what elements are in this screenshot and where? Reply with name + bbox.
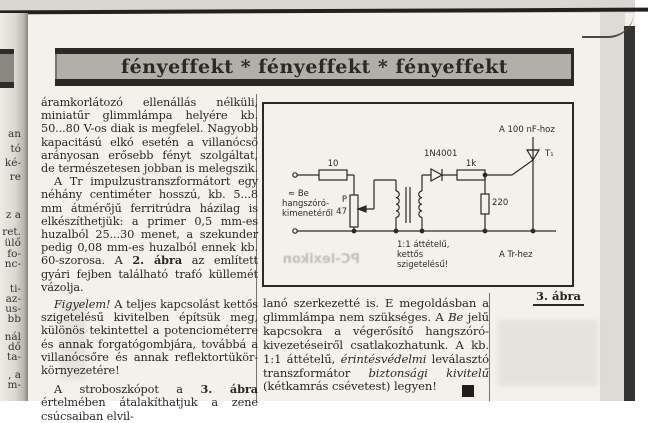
diode-label: 1N4001	[424, 149, 458, 159]
text-run: értelmében átalakíthatjuk a zene csúcsaiban elvil-	[41, 396, 258, 423]
transformer-primary	[396, 191, 399, 217]
text-run: jelű kapcsokra a végerősítő hangszóró-kivezetéseiről csatlakozhatunk. A kb. 1:1 áttételű,	[263, 309, 489, 366]
gutter-fragment: z a	[5, 209, 21, 221]
circuit-schematic	[264, 104, 572, 285]
attention-word: Figyelem!	[54, 298, 111, 312]
text-run: A Tr impulzustranszformátort egy néhány centiméter hosszú, kb. 5...8 mm átmérőjű ferritrúdra házilag is elkészíthetjük: a primer 0,5 mm-es huzalból 25...30 menet, a szekunder pedig 0,08 mm-es huzalból ennek kb. 60-szorosa. A	[41, 175, 258, 268]
figure-2-reference: 2. ábra	[132, 253, 183, 268]
thyristor-label: T₁	[545, 149, 554, 159]
diode-symbol	[431, 169, 442, 181]
gutter-fragment: ta-	[6, 351, 21, 363]
to-capacitor-label: A 100 nF-hoz	[499, 125, 555, 135]
transformer-note-line2: kettős	[397, 250, 424, 260]
gutter-fragment: an	[7, 128, 21, 140]
right-column-divider	[489, 293, 490, 401]
gutter-fragment: fo-	[7, 248, 21, 260]
right-text-column	[263, 297, 489, 394]
gutter-column	[0, 0, 25, 401]
text-run: az említett gyári fejben található trafó küllemét vázolja.	[41, 254, 258, 294]
paragraph-4	[41, 383, 258, 423]
transformer-note-line1: 1:1 áttételű,	[397, 240, 450, 250]
gutter-fragment: ülő	[4, 237, 21, 249]
input-ac-label: ≈ Be	[288, 189, 309, 199]
section-banner-title: fényeffekt * fényeffekt * fényeffekt	[120, 55, 509, 78]
gutter-fragment: dő	[7, 341, 21, 353]
page-right-margin	[600, 13, 625, 401]
pot-name-label: P	[341, 195, 347, 205]
text-run: biztonsági kivitelű	[368, 365, 489, 380]
to-transformer-label: A Tr-hez	[499, 250, 533, 260]
resistor-1k-label: 1k	[465, 159, 477, 169]
text-run: A stroboszkópot a	[54, 383, 201, 397]
gutter-fragment: bb	[7, 313, 21, 325]
paragraph-1	[41, 96, 258, 175]
transformer-core	[406, 187, 410, 223]
input-terminal-top	[293, 173, 297, 177]
text-run: leválasztó transzformátor	[263, 351, 489, 380]
resistor-10-label: 10	[327, 159, 339, 169]
text-run: A teljes kapcsolást kettős szigetelésű kivitelben építsük meg, különös tekintettel a potenciométerre és annak forgatógombjára, továbbá a villanócsőre és annak reflektortükör-környezetére!	[41, 298, 258, 378]
transformer-secondary	[419, 191, 422, 217]
be-terminal-word: Be	[448, 309, 464, 324]
page-right-edge	[624, 26, 635, 401]
bleed-through-text: PC-lexikon	[282, 252, 360, 267]
text-run: (kétkamrás csévetest) legyen!	[263, 379, 437, 394]
gutter-fragment: re	[9, 171, 21, 183]
end-of-article-marker	[462, 385, 474, 397]
figure-caption: 3. ábra	[533, 289, 584, 306]
resistor-1k-symbol	[457, 170, 485, 180]
circuit-figure-box	[262, 102, 574, 287]
pot-value-label: 47	[336, 207, 347, 217]
gutter-fragment: tó	[10, 143, 21, 155]
wiper-arrow	[358, 206, 366, 212]
gutter-fragment: , a	[8, 369, 21, 381]
resistor-10-symbol	[319, 170, 347, 180]
gutter-fragment: az-	[5, 293, 21, 305]
bleed-through-smudge	[498, 320, 598, 386]
input-label-line2: kimenetéről	[282, 209, 334, 219]
figure-3-reference: 3. ábra	[200, 382, 258, 397]
text-run: áramkorlátozó ellenállás nélküli, miniatűr glimmlámpa helyére kb. 50...80 V-os diak is megfelel. Nagyobb kapacitású elkó esetén a villanócső arányosan erősebb fényt szolgáltat, de természetesen jobban is melegszik.	[41, 96, 258, 176]
resistor-220-symbol	[481, 194, 489, 214]
gutter-fragment: nál	[4, 331, 21, 343]
potentiometer-symbol	[350, 195, 358, 227]
paragraph-3	[41, 298, 258, 377]
text-run: lanó szerkezetté is. E megoldásban a glimmlámpa nem szükséges. A	[263, 296, 489, 324]
gutter-fragment: m-	[7, 379, 21, 391]
gutter-fragment: nc-	[4, 258, 21, 270]
paragraph-2	[41, 175, 258, 294]
resistor-220-label: 220	[492, 198, 509, 208]
input-terminal-bottom	[293, 229, 297, 233]
section-banner	[55, 48, 574, 86]
transformer-note-line3: szigetelésű!	[397, 260, 449, 270]
gate-wire	[512, 160, 533, 175]
gutter-fragment: ti-	[9, 283, 21, 295]
left-text-column	[41, 96, 258, 423]
input-label-line1: hangszóró-	[282, 199, 330, 209]
gutter-fragment: ret.	[2, 226, 21, 238]
paragraph-5	[263, 297, 489, 394]
text-run: érintésvédelmi	[340, 351, 427, 366]
gutter-fragment: ké-	[4, 157, 21, 169]
gutter-fragment: us-	[5, 303, 21, 315]
